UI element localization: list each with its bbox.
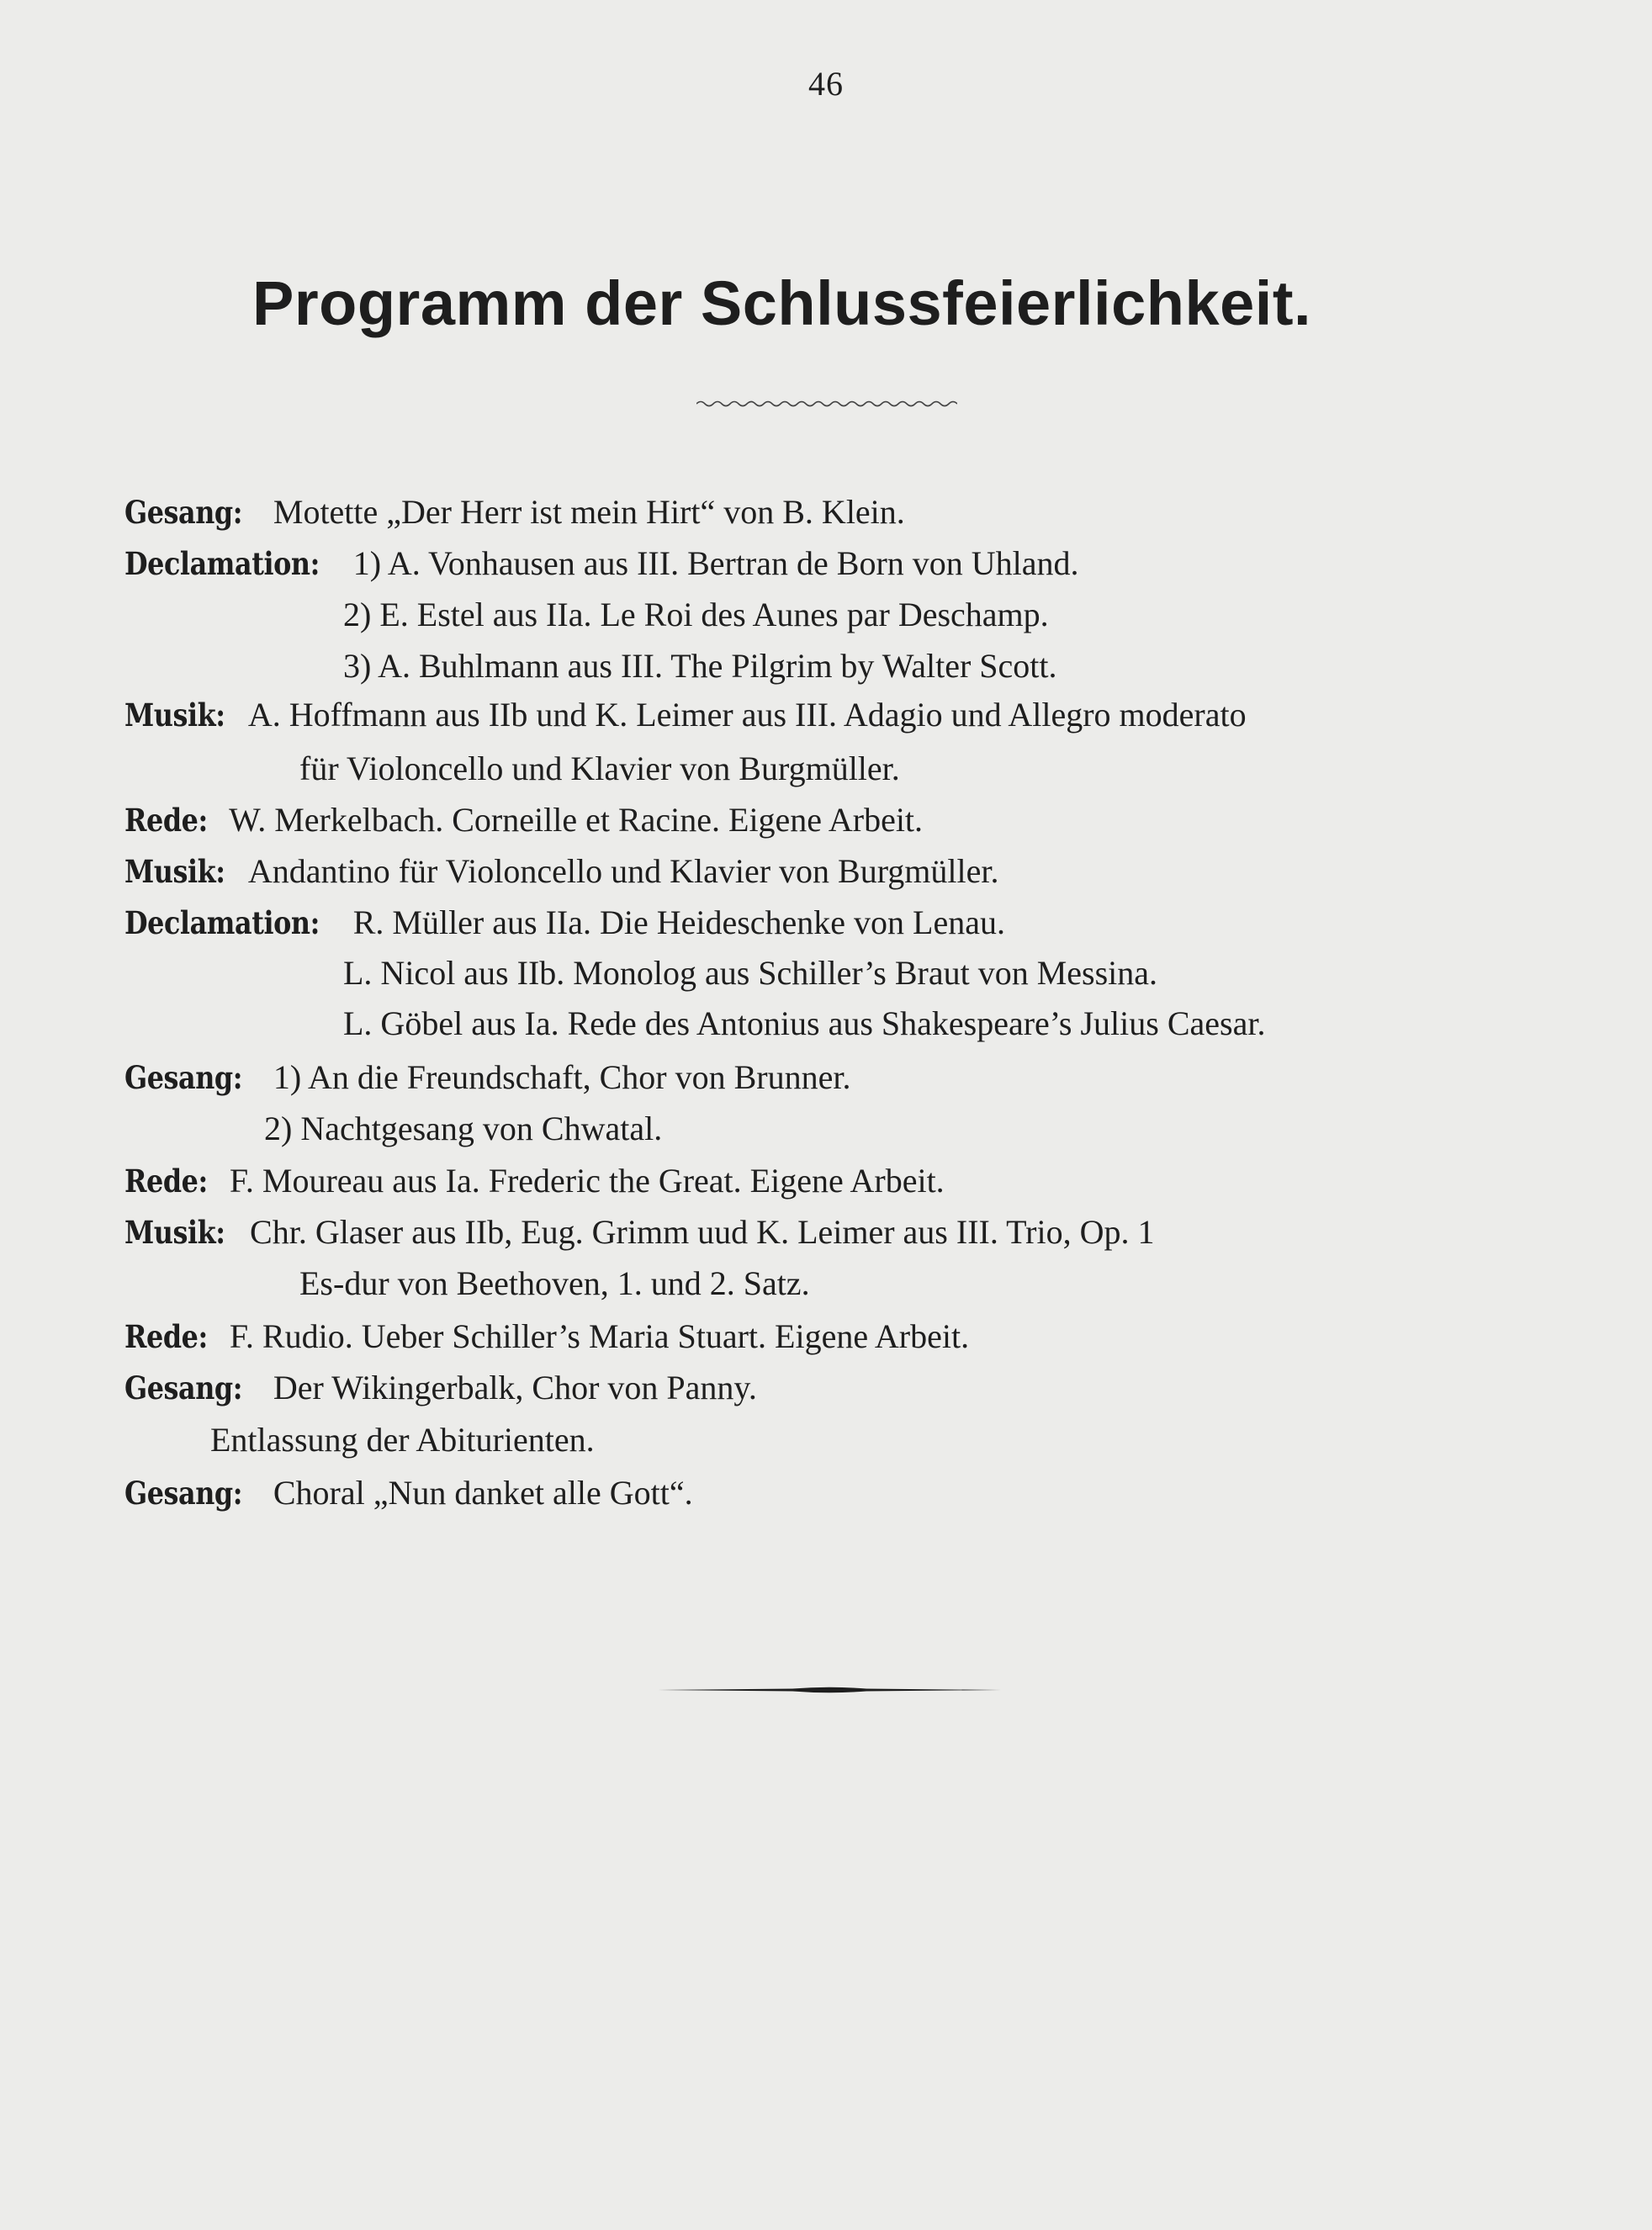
entry-label: Rede: [124, 1163, 208, 1200]
entry-text: F. Moureau aus Ia. Frederic the Great. Eigene Arbeit. [229, 1162, 945, 1200]
closing-rule-ornament [658, 1684, 1001, 1696]
entry-text: Der Wikingerbalk, Chor von Panny. [273, 1369, 757, 1406]
program-entry-rede-3 [124, 1316, 969, 1357]
entry-text: Es-dur von Beethoven, 1. und 2. Satz. [299, 1264, 810, 1302]
page-title: Programm der Schlussfeierlichkeit. [252, 268, 1312, 338]
entry-label: Rede: [124, 1318, 208, 1355]
entry-label: Gesang: [124, 494, 243, 531]
entry-label: Declamation: [124, 545, 320, 582]
entry-text: Motette „Der Herr ist mein Hirt“ von B. Klein. [273, 493, 905, 531]
program-entry-rede-1 [124, 800, 923, 840]
entry-label: Rede: [124, 802, 208, 839]
entry-text: 3) A. Buhlmann aus III. The Pilgrim by Walter Scott. [343, 647, 1057, 685]
entry-label: Gesang: [124, 1475, 243, 1512]
entry-label: Musik: [124, 697, 225, 734]
entry-text: 2) E. Estel aus IIa. Le Roi des Aunes par Deschamp. [343, 596, 1049, 633]
program-entry-declamation-4 [124, 903, 1005, 943]
entry-label: Musik: [124, 853, 225, 890]
program-entry-declamation-5 [343, 953, 1157, 993]
entry-text: A. Hoffmann aus IIb und K. Leimer aus III. Adagio und Allegro moderato [247, 696, 1247, 734]
entry-text: L. Göbel aus Ia. Rede des Antonius aus Shakespeare’s Julius Caesar. [343, 1004, 1266, 1042]
program-entry-musik-1 [124, 695, 1247, 735]
entry-text: R. Müller aus IIa. Die Heideschenke von Lenau. [352, 903, 1005, 941]
entry-text: Entlassung der Abiturienten. [210, 1421, 595, 1459]
program-entry-musik-2 [124, 851, 999, 892]
program-entry-gesang-4 [124, 1368, 757, 1408]
program-entry-gesang-5 [124, 1473, 693, 1513]
entry-text: 1) An die Freundschaft, Chor von Brunner. [273, 1058, 851, 1096]
entry-label: Musik: [124, 1214, 225, 1251]
program-entry-musik-3 [124, 1212, 1154, 1253]
entry-text: F. Rudio. Ueber Schiller’s Maria Stuart. Eigene Arbeit. [229, 1317, 970, 1355]
program-entry-declamation-3 [343, 646, 1057, 686]
program-entry-entlassung [210, 1420, 595, 1460]
program-entry-musik-3-cont [299, 1263, 810, 1304]
entry-text: 1) A. Vonhausen aus III. Bertran de Born von Uhland. [352, 544, 1079, 582]
entry-label: Gesang: [124, 1059, 243, 1096]
entry-label: Gesang: [124, 1369, 243, 1406]
entry-text: Andantino für Violoncello und Klavier von Burgmüller. [247, 852, 999, 890]
entry-text: Choral „Nun danket alle Gott“. [273, 1474, 693, 1512]
program-entry-declamation-1 [124, 543, 1079, 584]
entry-text: W. Merkelbach. Corneille et Racine. Eigene Arbeit. [229, 801, 924, 839]
entry-text: Chr. Glaser aus IIb, Eug. Grimm uud K. Leimer aus III. Trio, Op. 1 [250, 1213, 1155, 1251]
program-entry-declamation-6 [343, 1004, 1265, 1044]
program-entry-gesang-1 [124, 492, 905, 532]
entry-text: L. Nicol aus IIb. Monolog aus Schiller’s Braut von Messina. [343, 954, 1158, 992]
entry-text: 2) Nachtgesang von Chwatal. [264, 1110, 663, 1147]
entry-label: Declamation: [124, 904, 320, 941]
program-entry-rede-2 [124, 1161, 945, 1201]
page-number: 46 [808, 65, 844, 103]
program-entry-musik-1-cont [299, 749, 900, 789]
wavy-rule-ornament [696, 397, 957, 409]
program-entry-gesang-2 [124, 1057, 850, 1098]
entry-text: für Violoncello und Klavier von Burgmüller. [299, 750, 900, 787]
program-entry-declamation-2 [343, 595, 1049, 635]
program-entry-gesang-3 [264, 1109, 662, 1149]
